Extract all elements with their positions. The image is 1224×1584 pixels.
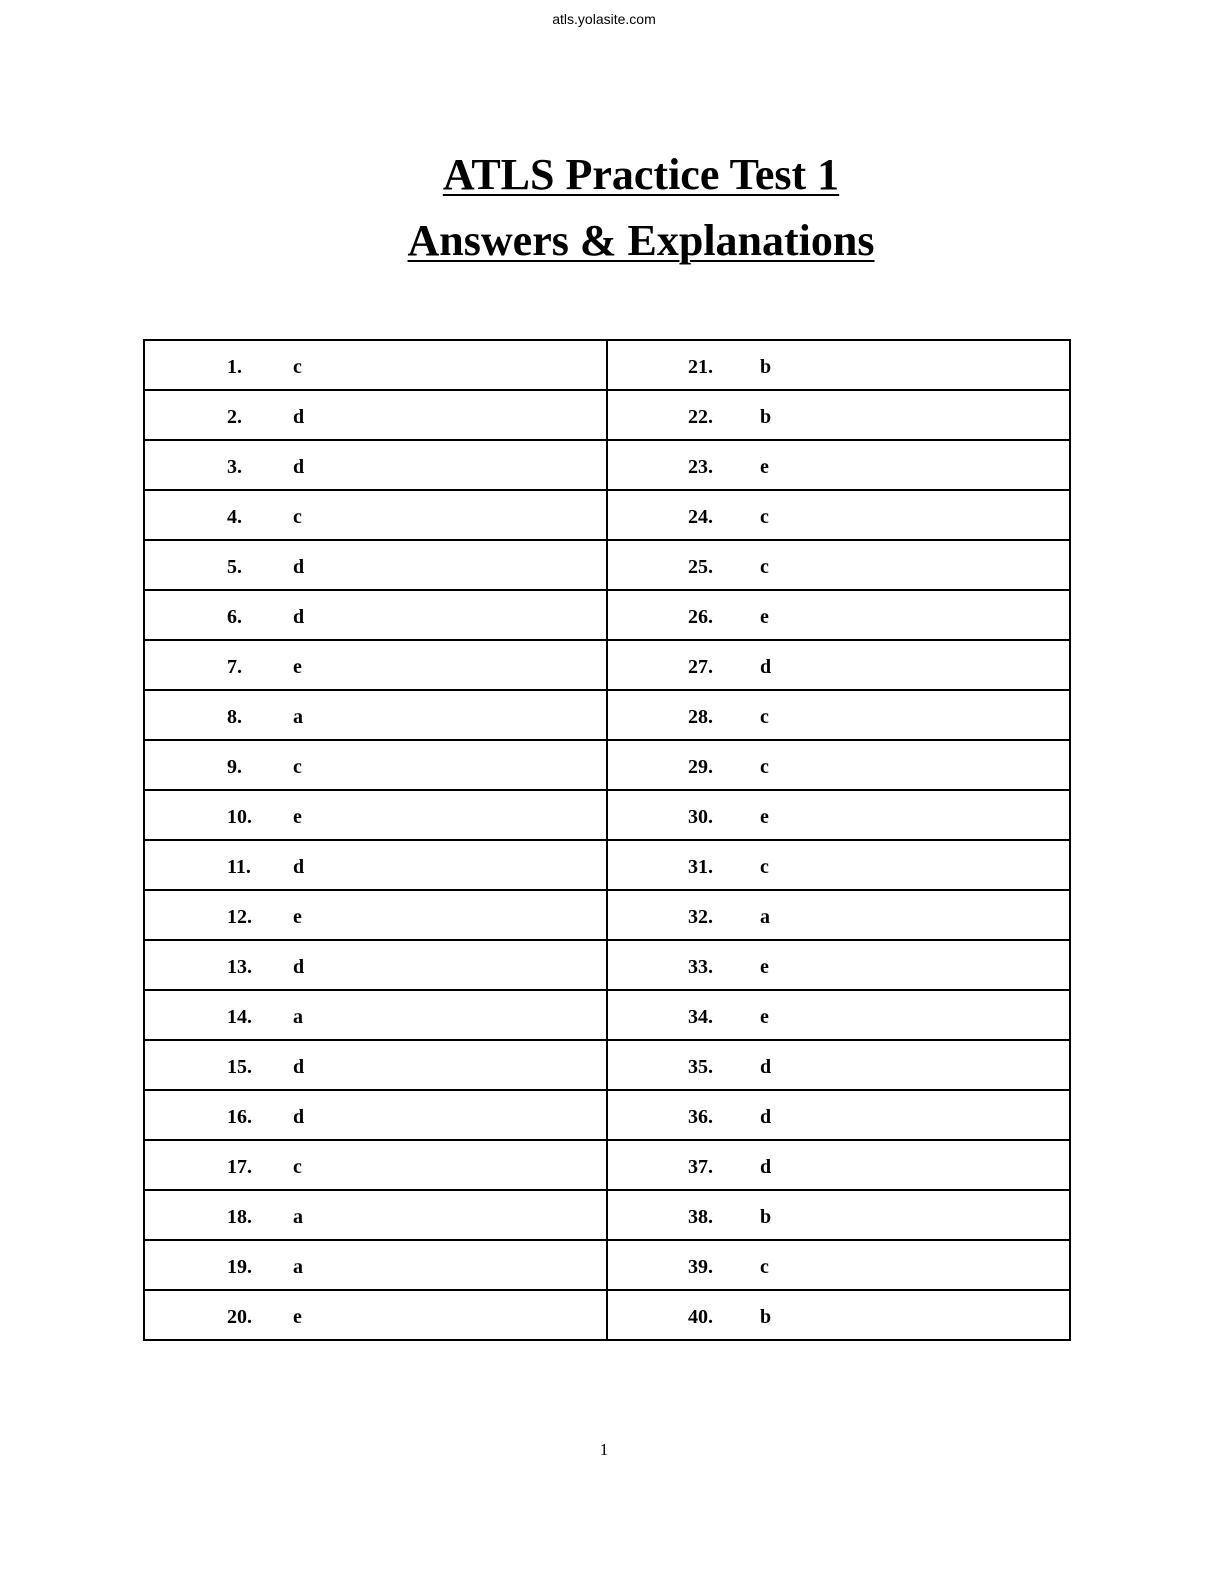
answer-letter: c [760,556,769,578]
table-row [144,1140,1070,1190]
answer-letter: c [293,1156,302,1178]
answer-cell [607,1240,1070,1290]
question-number: 21. [688,356,713,378]
answer-cell [607,640,1070,690]
site-header: atls.yolasite.com [552,11,656,27]
answer-cell [144,840,607,890]
table-row [144,390,1070,440]
answer-letter: c [760,1256,769,1278]
question-number: 35. [688,1056,713,1078]
answer-cell [607,1140,1070,1190]
answer-cell [144,1240,607,1290]
answer-cell [144,940,607,990]
answer-cell [144,540,607,590]
table-row [144,540,1070,590]
answer-letter: e [293,656,302,678]
answer-letter: d [293,1106,305,1128]
table-row [144,1290,1070,1340]
question-number: 18. [227,1206,252,1228]
answer-letter: b [760,406,772,428]
answer-letter: b [760,1206,772,1228]
table-row [144,1190,1070,1240]
question-number: 34. [688,1006,713,1028]
answer-letter: d [293,1056,305,1078]
answer-cell [607,990,1070,1040]
question-number: 23. [688,456,713,478]
answer-cell [607,440,1070,490]
answer-cell [144,1090,607,1140]
answer-cell [144,1140,607,1190]
question-number: 17. [227,1156,252,1178]
answer-cell [144,890,607,940]
answer-letter: b [760,1306,772,1328]
answer-letter: c [760,706,769,728]
answer-letter: c [760,506,769,528]
question-number: 25. [688,556,713,578]
answer-letter: a [760,906,770,928]
answer-cell [607,790,1070,840]
question-number: 12. [227,906,252,928]
answer-letter: c [293,356,302,378]
question-number: 27. [688,656,713,678]
answer-letter: d [293,956,305,978]
answer-letter: d [293,606,305,628]
question-number: 8. [227,706,242,728]
question-number: 33. [688,956,713,978]
answer-cell [144,690,607,740]
answer-letter: d [293,856,305,878]
question-number: 24. [688,506,713,528]
question-number: 30. [688,806,713,828]
question-number: 28. [688,706,713,728]
question-number: 1. [227,356,242,378]
answer-cell [607,590,1070,640]
answer-letter: e [760,806,769,828]
answer-cell [144,590,607,640]
answer-cell [144,990,607,1040]
question-number: 29. [688,756,713,778]
answer-letter: e [293,906,302,928]
question-number: 14. [227,1006,252,1028]
answer-cell [607,390,1070,440]
answer-cell [607,890,1070,940]
answer-letter: a [293,1206,303,1228]
table-row [144,440,1070,490]
answer-letter: b [760,356,772,378]
question-number: 2. [227,406,242,428]
answer-cell [144,1290,607,1340]
answer-letter: d [760,1156,772,1178]
answer-letter: e [760,956,769,978]
answer-cell [144,790,607,840]
page-subtitle: Answers & Explanations [407,216,875,265]
question-number: 15. [227,1056,252,1078]
table-row [144,690,1070,740]
question-number: 26. [688,606,713,628]
table-row [144,940,1070,990]
answer-letter: c [760,856,769,878]
answer-cell [607,690,1070,740]
answer-letter: d [293,456,305,478]
table-row [144,590,1070,640]
question-number: 13. [227,956,252,978]
answer-cell [144,1190,607,1240]
table-row [144,740,1070,790]
page-title: ATLS Practice Test 1 [442,150,840,199]
answer-letter: d [760,656,772,678]
table-row [144,840,1070,890]
question-number: 32. [688,906,713,928]
table-row [144,1240,1070,1290]
answer-letter: d [760,1106,772,1128]
answer-letter: e [293,1306,302,1328]
answer-letter: c [293,506,302,528]
question-number: 31. [688,856,713,878]
question-number: 7. [227,656,242,678]
question-number: 6. [227,606,242,628]
table-row [144,990,1070,1040]
answer-cell [607,340,1070,390]
answer-letter: e [760,456,769,478]
table-row [144,640,1070,690]
table-row [144,1090,1070,1140]
answer-letter: c [293,756,302,778]
answer-letter: a [293,1256,303,1278]
answer-cell [607,840,1070,890]
question-number: 40. [688,1306,713,1328]
answer-cell [607,1190,1070,1240]
answer-cell [144,340,607,390]
answer-cell [144,640,607,690]
question-number: 19. [227,1256,252,1278]
table-row [144,340,1070,390]
question-number: 9. [227,756,242,778]
question-number: 11. [227,856,251,878]
question-number: 20. [227,1306,252,1328]
question-number: 36. [688,1106,713,1128]
table-row [144,790,1070,840]
answer-letter: d [760,1056,772,1078]
answer-cell [607,540,1070,590]
question-number: 39. [688,1256,713,1278]
question-number: 22. [688,406,713,428]
answer-cell [607,1090,1070,1140]
answer-letter: a [293,1006,303,1028]
answer-cell [607,940,1070,990]
answer-cell [607,740,1070,790]
question-number: 38. [688,1206,713,1228]
answer-letter: c [760,756,769,778]
question-number: 37. [688,1156,713,1178]
answer-letter: a [293,706,303,728]
page-number: 1 [599,1440,609,1459]
answer-cell [607,1040,1070,1090]
table-row [144,490,1070,540]
answer-cell [144,490,607,540]
answer-cell [144,440,607,490]
question-number: 3. [227,456,242,478]
answer-cell [144,1040,607,1090]
answer-cell [144,390,607,440]
answer-cell [607,490,1070,540]
answer-cell [607,1290,1070,1340]
question-number: 16. [227,1106,252,1128]
answer-letter: e [760,606,769,628]
answer-key-table [143,339,1071,1341]
answer-letter: d [293,406,305,428]
question-number: 5. [227,556,242,578]
question-number: 4. [227,506,242,528]
question-number: 10. [227,806,252,828]
table-row [144,1040,1070,1090]
answer-letter: d [293,556,305,578]
answer-letter: e [760,1006,769,1028]
answer-cell [144,740,607,790]
answer-letter: e [293,806,302,828]
table-row [144,890,1070,940]
